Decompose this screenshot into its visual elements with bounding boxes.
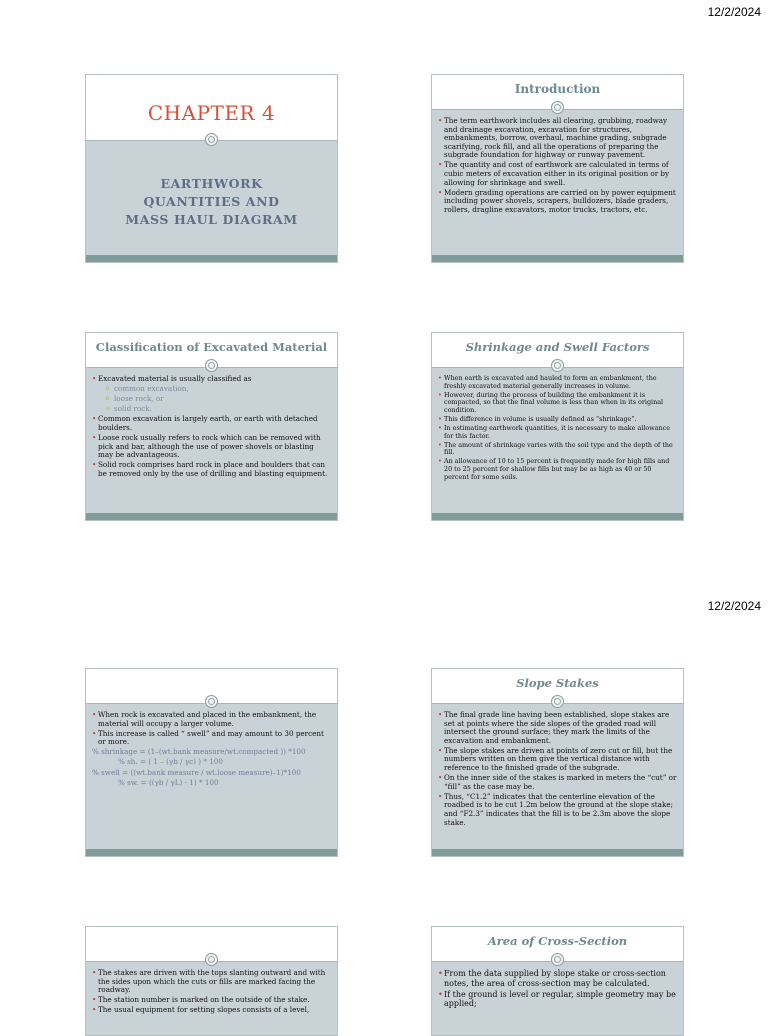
- list-item: • The final grade line having been established, slope stakes are set at points where the side slopes of the graded road will intersect the ground surface; they mark the limits of the excavation and embankment.: [438, 711, 677, 745]
- divider-circle-icon: [551, 359, 564, 372]
- sub-list-item: o solid rock.: [92, 405, 331, 414]
- list-item: • Solid rock comprises hard rock in place and boulders that can be removed only by the use of drilling and blasting equipment.: [92, 461, 331, 478]
- list-item: • The slope stakes are driven at points of zero cut or fill, but the numbers written on them give the vertical distance with reference to the finished grade of the subgrade.: [438, 747, 677, 773]
- divider-circle-icon: [551, 101, 564, 114]
- slide-title: Introduction: [514, 82, 601, 96]
- list-item: • An allowance of 10 to 15 percent is frequently made for high fills and 20 to 25 percent for shallow fills but may be as high as 40 or 50 percent for some soils.: [438, 458, 677, 481]
- list-item: • On the inner side of the stakes is marked in meters the “cut” or “fill” as the case may be.: [438, 774, 677, 791]
- list-item: • The quantity and cost of earthwork are calculated in terms of cubic meters of excavation either in its original position or by allowing for shrinkage and swell.: [438, 161, 677, 187]
- divider-circle-icon: [205, 133, 218, 146]
- list-item: • When rock is excavated and placed in the embankment, the material will occupy a larger volume.: [92, 711, 331, 728]
- slide-footer-bar: [86, 513, 337, 520]
- slide-body: [92, 711, 331, 789]
- list-item: • In estimating earthwork quantities, it is necessary to make allowance for this factor.: [438, 425, 677, 440]
- slide-body: [438, 969, 677, 1010]
- slide-classification: [85, 332, 338, 521]
- formula-line: % sw. = ((γb / γL) - 1) * 100: [118, 777, 219, 787]
- slide-title: Classification of Excavated Material: [95, 340, 328, 354]
- date-label-2: 12/2/2024: [707, 599, 761, 613]
- list-item: • The station number is marked on the outside of the stake.: [92, 996, 331, 1005]
- list-item: • From the data supplied by slope stake or cross-section notes, the area of cross-section may be calculated.: [438, 969, 677, 988]
- list-item: • However, during the process of building the embankment it is compacted, so that the final volume is less than when in its original condition.: [438, 392, 677, 415]
- divider-circle-icon: [205, 359, 218, 372]
- divider-circle-icon: [551, 953, 564, 966]
- date-label-1: 12/2/2024: [707, 5, 761, 19]
- slide-body: [438, 711, 677, 829]
- slide-footer-bar: [86, 849, 337, 856]
- slide-title: Slope Stakes: [516, 676, 599, 690]
- slide-swell-formulas: [85, 668, 338, 857]
- slide-body: [92, 969, 331, 1016]
- slide-footer-bar: [86, 255, 337, 262]
- list-item: • The stakes are driven with the tops slanting outward and with the sides upon which the cuts or fills are marked facing the roadway.: [92, 969, 331, 995]
- slide-title: Shrinkage and Swell Factors: [465, 340, 650, 354]
- list-item: • This difference in volume is usually defined as “shrinkage”.: [438, 416, 677, 424]
- slide-footer-bar: [432, 513, 683, 520]
- list-item: • This increase is called “ swell” and may amount to 30 percent or more.: [92, 730, 331, 747]
- list-item: • The term earthwork includes all clearing, grubbing, roadway and drainage excavation, excavation for structures, embankments, borrow, overhaul, machine grading, subgrade scarifying, rock fill, and all the operations of preparing the subgrade foundation for highway or runway pavement.: [438, 117, 677, 160]
- formula-line: % swell = ((wt.bank measure / wt.loose measure)–1)*100: [92, 767, 301, 777]
- slide-body: [92, 375, 331, 480]
- slide-introduction: [431, 74, 684, 263]
- slide-stakes-continued: [85, 926, 338, 1036]
- slide-chapter-title: [85, 74, 338, 263]
- subtitle-line: EARTHWORK: [160, 176, 263, 191]
- subtitle-line: MASS HAUL DIAGRAM: [125, 212, 298, 227]
- slide-shrinkage-swell: [431, 332, 684, 521]
- list-item: • Thus, “C1.2” indicates that the centerline elevation of the roadbed is to be cut 1.2m below the ground at the slope stake; and “F2.3” indicates that the fill is to be 2.3m above the slope stake.: [438, 793, 677, 827]
- list-item: • The amount of shrinkage varies with the soil type and the depth of the fill.: [438, 442, 677, 457]
- slide-footer-bar: [432, 255, 683, 262]
- slide-body: [438, 117, 677, 216]
- formula-line: % shrinkage = (1–(wt.bank measure/wt.compacted )) *100: [92, 747, 306, 757]
- list-item: • Modern grading operations are carried on by power equipment including power shovels, scrapers, bulldozers, blade graders, rollers, dragline excavators, motor trucks, tractors, etc.: [438, 189, 677, 215]
- divider-circle-icon: [551, 695, 564, 708]
- sub-list-item: o loose rock, or: [92, 395, 331, 404]
- sub-list-item: o common excavation,: [92, 385, 331, 394]
- formula-line: % sh. = ( 1 – (γb / γc) ) * 100: [118, 757, 223, 767]
- chapter-heading: CHAPTER 4: [147, 101, 276, 125]
- list-item: • The usual equipment for setting slopes consists of a level,: [92, 1006, 331, 1015]
- slide-body: [438, 375, 677, 483]
- list-item: • Loose rock usually refers to rock which can be removed with pick and bar, although the use of power shovels or blasting may be advantageous.: [92, 434, 331, 460]
- divider-circle-icon: [205, 695, 218, 708]
- slide-title: Area of Cross-Section: [487, 934, 628, 948]
- divider-circle-icon: [205, 953, 218, 966]
- list-item: • Common excavation is largely earth, or earth with detached boulders.: [92, 415, 331, 432]
- slide-footer-bar: [432, 849, 683, 856]
- list-item: • Excavated material is usually classified as: [92, 375, 331, 384]
- chapter-subtitle: [86, 175, 337, 229]
- list-item: • If the ground is level or regular, simple geometry may be applied;: [438, 990, 677, 1009]
- subtitle-line: QUANTITIES AND: [143, 194, 280, 209]
- slide-area-cross-section: [431, 926, 684, 1036]
- slide-slope-stakes: [431, 668, 684, 857]
- list-item: • When earth is excavated and hauled to form an embankment, the freshly excavated material generally increases in volume.: [438, 375, 677, 390]
